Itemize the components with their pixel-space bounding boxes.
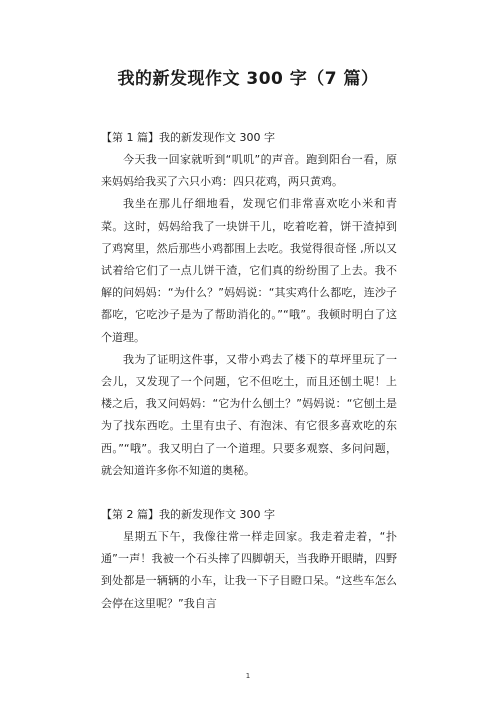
paragraph: 我坐在那儿仔细地看，发现它们非常喜欢吃小米和青菜。这时，妈妈给我了一块饼干儿，吃着吃着，饼干渣掉到了鸡窝里，然后那些小鸡都围上去吃。我觉得很奇怪 ,所以又试着给它们了一点儿饼干渣，它们真的纷纷围了上去。我不解的问妈妈：“为什么？”妈妈说：“其实鸡什么都吃，连沙子都吃，它吃沙子是为了帮助消化的。”“哦”。我顿时明白了这个道理。	[101, 197, 397, 344]
paragraph: 我为了证明这件事，又带小鸡去了楼下的草坪里玩了一会儿，又发现了一个问题，它不但吃土，而且还刨土呢！上楼之后，我又问妈妈：“它为什么刨土？”妈妈说：“它刨土是为了找东西吃。土里有虫子、有泡沫、有它很多喜欢吃的东西。”“哦”。我又明白了一个道理。只要多观察、多问问题，就会知道许多你不知道的奥秘。	[101, 352, 397, 477]
document-title: 我的新发现作文 300 字（7 篇）	[117, 69, 379, 89]
section-heading: 【第 2 篇】我的新发现作文 300 字	[101, 508, 275, 522]
page-number: 1	[245, 672, 251, 680]
document-body	[101, 127, 397, 615]
section-1	[101, 127, 397, 482]
section-heading: 【第 1 篇】我的新发现作文 300 字	[101, 131, 275, 144]
paragraph: 星期五下午，我像往常一样走回家。我走着走着，“扑通”一声！我被一个石头摔了四脚朝天，当我睁开眼睛，四野到处都是一辆辆的小车，让我一下子目瞪口呆。“这些车怎么会停在这里呢？”我自言	[101, 530, 397, 610]
paragraph: 今天我一回家就听到“叽叽”的声音。跑到阳台一看，原来妈妈给我买了六只小鸡：四只花鸡，两只黄鸡。	[101, 153, 397, 189]
section-spacer	[101, 482, 397, 504]
section-2	[101, 504, 397, 615]
